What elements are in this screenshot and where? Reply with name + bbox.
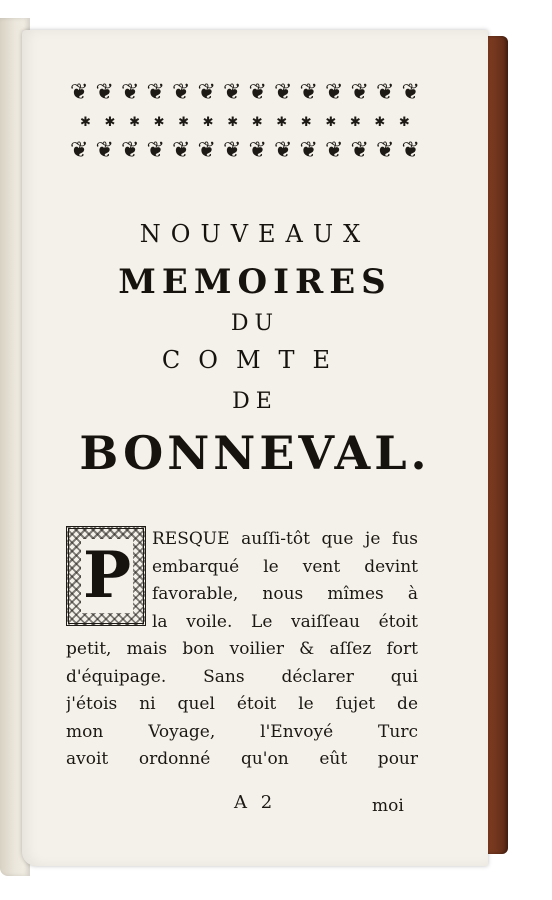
star-icon: ✱ [129, 114, 140, 130]
fleuron-icon: ❦ [299, 138, 318, 163]
fleuron-icon: ❦ [146, 80, 165, 105]
text-line: j'étois ni quel étoit le ſujet de [66, 694, 418, 714]
fleuron-icon: ❦ [350, 138, 369, 163]
text-line: la voile. Le vaiſſeau étoit [152, 611, 418, 632]
star-icon: ✱ [153, 114, 165, 130]
star-icon: ✱ [251, 114, 263, 130]
ornament-row-top [70, 80, 420, 106]
star-icon: ✱ [80, 114, 91, 130]
fleuron-icon: ❦ [350, 80, 369, 105]
catchword: moi [372, 796, 404, 816]
fleuron-icon: ❦ [223, 138, 242, 163]
star-icon: ✱ [202, 114, 214, 130]
title-line-de: DE [232, 389, 278, 414]
star-icon: ✱ [104, 114, 116, 130]
fleuron-icon: ❦ [325, 80, 344, 105]
fleuron-icon: ❦ [70, 80, 89, 105]
fleuron-icon: ❦ [223, 80, 242, 105]
signature-mark: A 2 [234, 792, 277, 813]
fleuron-icon: ❦ [376, 138, 395, 163]
fleuron-icon: ❦ [121, 80, 140, 105]
text-line: avoit ordonné qu'on eût pour [66, 749, 418, 769]
text-line: mon Voyage, l'Envoyé Turc [66, 721, 418, 742]
initial-letter: P [82, 538, 132, 613]
fleuron-icon: ❦ [248, 80, 267, 105]
star-icon: ✱ [349, 114, 361, 130]
text-line: RESQUE auſſi-tôt que je fus [152, 529, 418, 549]
title-page [22, 30, 488, 866]
fleuron-icon: ❦ [274, 80, 293, 105]
text-line: embarqué le vent devint [152, 556, 418, 577]
fleuron-icon: ❦ [172, 80, 191, 105]
fleuron-icon: ❦ [248, 138, 267, 163]
fleuron-icon: ❦ [325, 138, 344, 163]
title-line-comte: COMTE [161, 346, 349, 374]
star-icon: ✱ [374, 114, 386, 130]
ornament-row-bottom [70, 138, 420, 164]
fleuron-icon: ❦ [274, 138, 293, 163]
title-line-du: DU [230, 311, 280, 336]
title-line-memoires: MEMOIRES [118, 262, 392, 302]
star-icon: ✱ [276, 114, 288, 130]
ornament-row-middle [70, 112, 420, 132]
fleuron-icon: ❦ [95, 80, 114, 105]
printers-ornament [70, 80, 420, 164]
star-icon: ✱ [325, 114, 337, 130]
fleuron-icon: ❦ [146, 138, 165, 163]
fleuron-icon: ❦ [299, 80, 318, 105]
fleuron-icon: ❦ [376, 80, 395, 105]
fleuron-icon: ❦ [401, 80, 420, 105]
star-icon: ✱ [300, 114, 312, 130]
text-line: petit, mais bon voilier & aſſez fort [66, 639, 418, 659]
star-icon: ✱ [227, 114, 239, 130]
fleuron-icon: ❦ [95, 138, 114, 163]
text-line: favorable, nous mîmes à [152, 584, 418, 604]
body-text [66, 526, 418, 774]
fleuron-icon: ❦ [197, 138, 216, 163]
star-icon: ✱ [398, 114, 410, 130]
fleuron-icon: ❦ [70, 138, 89, 163]
title-line-nouveaux: NOUVEAUX [139, 220, 371, 248]
fleuron-icon: ❦ [401, 138, 420, 163]
star-icon: ✱ [178, 114, 190, 130]
fleuron-icon: ❦ [121, 138, 140, 163]
fleuron-icon: ❦ [172, 138, 191, 163]
title-line-bonneval: BONNEVAL. [79, 426, 431, 480]
fleuron-icon: ❦ [197, 80, 216, 105]
text-line: d'équipage. Sans déclarer qui [66, 666, 418, 687]
